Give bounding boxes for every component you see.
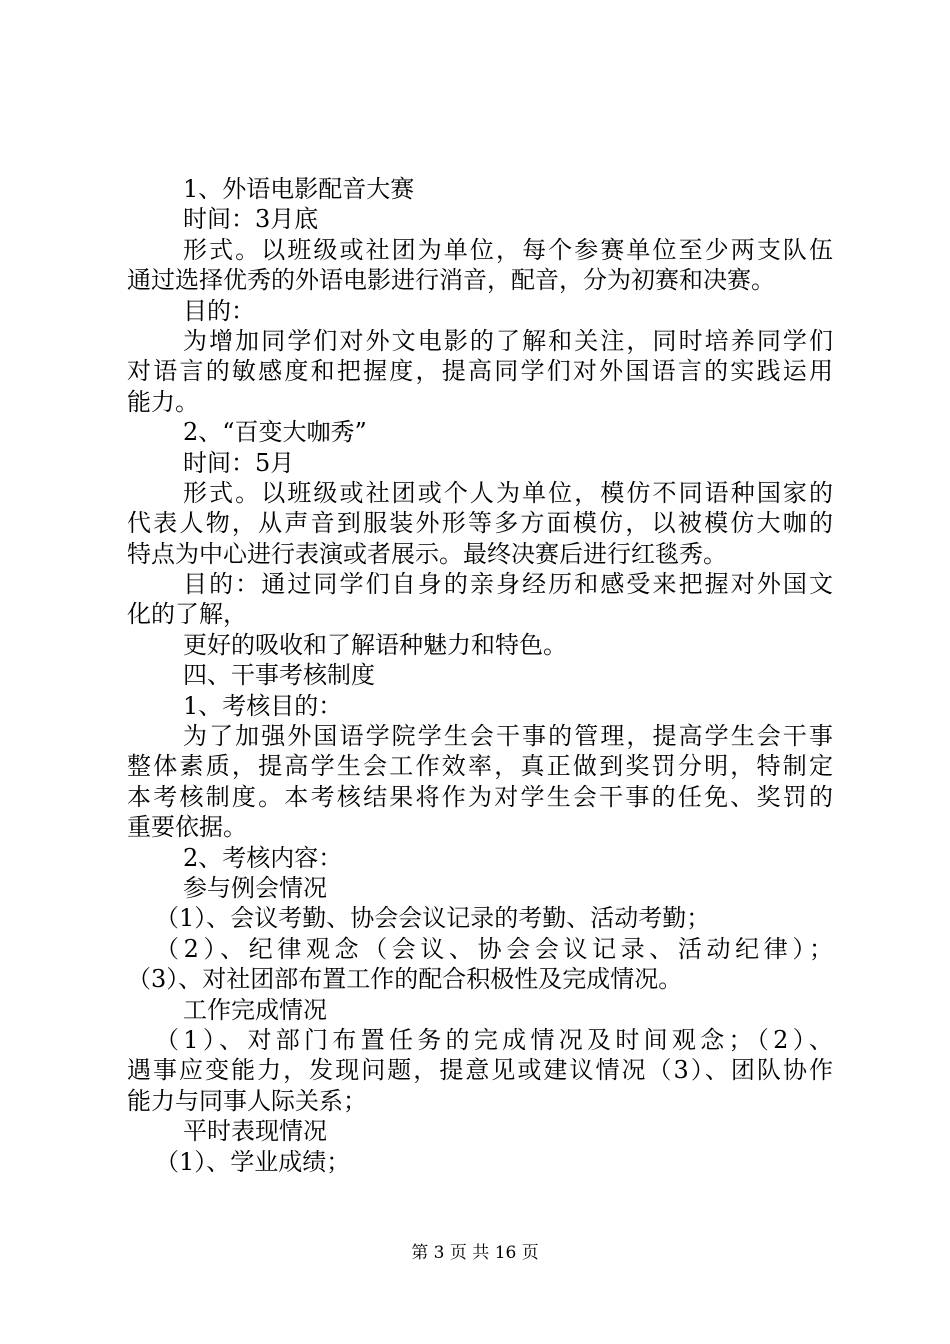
text-line: （3）、对社团部布置工作的配合积极性及完成情况。	[127, 965, 683, 994]
text-line: 时间：5月	[183, 448, 295, 477]
text-line: 为增加同学们对外文电影的了解和关注，同时培养同学们	[183, 326, 833, 355]
text-line: 重要依据。	[127, 813, 247, 842]
text-line: 整体素质，提高学生会工作效率，真正做到奖罚分明，特制定	[127, 752, 833, 781]
text-line: 更好的吸收和了解语种魅力和特色。	[183, 630, 567, 659]
text-line: 对语言的敏感度和把握度，提高同学们对外国语言的实践运用	[127, 357, 833, 386]
text-line: 1、外语电影配音大赛	[183, 175, 415, 203]
text-line: （1）、对部门布置任务的完成情况及时间观念；（2）、	[155, 1025, 833, 1054]
text-line: （2）、纪律观念（会议、协会会议记录、活动纪律）；	[155, 934, 833, 963]
text-line: 2、考核内容：	[183, 843, 343, 872]
text-line: 平时表现情况	[183, 1117, 327, 1146]
text-line: 形式。以班级或社团或个人为单位，模仿不同语种国家的	[183, 478, 833, 507]
text-line: 特点为中心进行表演或者展示。最终决赛后进行红毯秀。	[127, 539, 727, 568]
text-line: 2、“百变大咖秀”	[183, 418, 367, 447]
text-line: （1）、学业成绩；	[155, 1147, 351, 1176]
text-line: 为了加强外国语学院学生会干事的管理，提高学生会干事	[183, 722, 833, 751]
text-line: 目的：通过同学们自身的亲身经历和感受来把握对外国文	[183, 570, 833, 599]
text-line: 四、干事考核制度	[183, 661, 375, 690]
text-line: 能力。	[127, 387, 199, 416]
text-line: 1、考核目的：	[183, 691, 343, 720]
text-line: 能力与同事人际关系；	[127, 1086, 367, 1115]
text-line: 化的了解，	[127, 600, 247, 629]
text-line: 参与例会情况	[183, 873, 327, 902]
text-line: 本考核制度。本考核结果将作为对学生会干事的任免、奖罚的	[127, 782, 833, 811]
page-footer: 第 3 页 共 16 页	[411, 1243, 539, 1263]
text-line: 代表人物，从声音到服装外形等多方面模仿，以被模仿大咖的	[127, 509, 833, 538]
document-body	[127, 174, 833, 1177]
text-line: 遇事应变能力，发现问题，提意见或建议情况（3）、团队协作	[127, 1056, 833, 1085]
text-line: （1）、会议考勤、协会会议记录的考勤、活动考勤；	[155, 904, 711, 933]
text-line: 形式。以班级或社团为单位，每个参赛单位至少两支队伍	[183, 235, 833, 264]
text-line: 工作完成情况	[183, 995, 327, 1024]
text-line: 通过选择优秀的外语电影进行消音，配音，分为初赛和决赛。	[127, 266, 775, 295]
text-line: 目的：	[183, 296, 255, 325]
text-line: 时间：3月底	[183, 205, 319, 234]
